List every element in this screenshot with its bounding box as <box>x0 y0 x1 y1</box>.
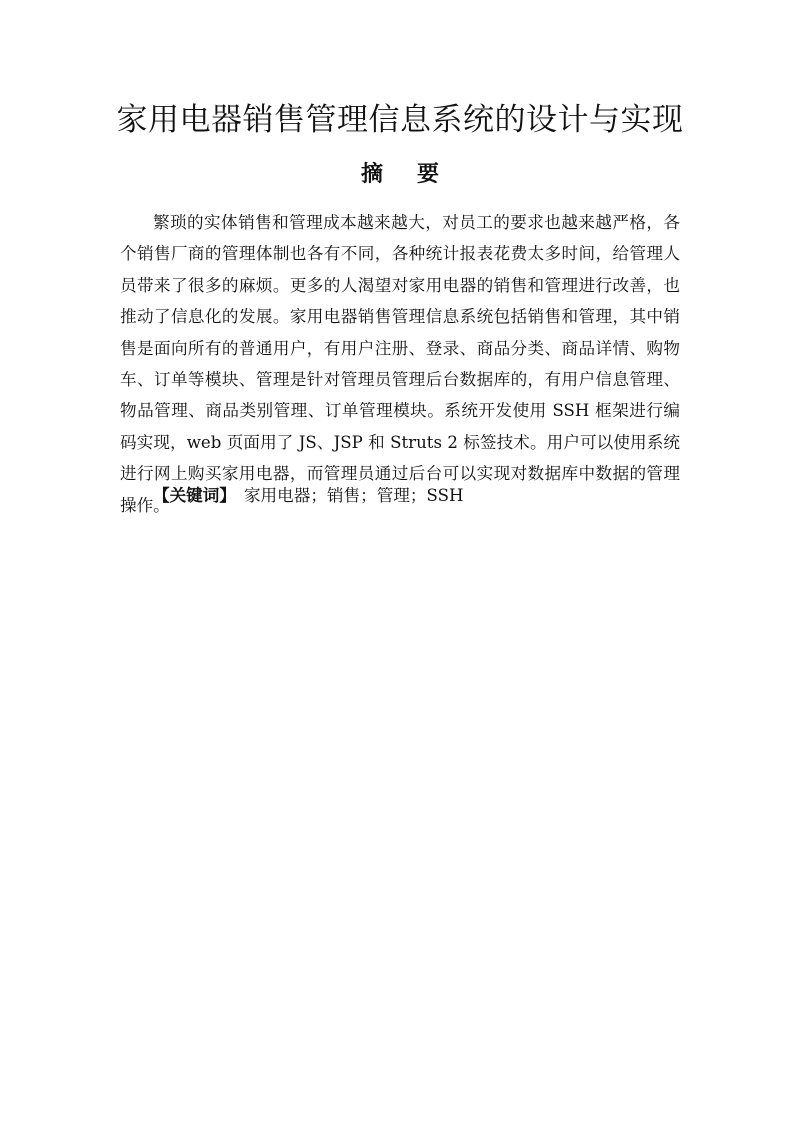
keywords-line <box>153 480 673 511</box>
keywords-text: 家用电器；销售；管理；SSH <box>243 486 464 505</box>
abstract-paragraph: 繁琐的实体销售和管理成本越来越大，对员工的要求也越来越严格，各个销售厂商的管理体制也各有不同，各种统计报表花费太多时间，给管理人员带来了很多的麻烦。更多的人渴望对家用电器的销售和管理进行改善，也推动了信息化的发展。家用电器销售管理信息系统包括销售和管理，其中销售是面向所有的普通用户，有用户注册、登录、商品分类、商品详情、购物车、订单等模块、管理是针对管理员管理后台数据库的，有用户信息管理、物品管理、商品类别管理、订单管理模块。系统开发使用 SSH 框架进行编码实现，web 页面用了 JS、JSP 和 Struts 2 标签技术。用户可以使用系统进行网上购买家用电器，而管理员通过后台可以实现对数据库中数据的管理操作。 <box>120 213 680 515</box>
abstract-heading: 摘要 <box>360 162 473 187</box>
paper-title: 家用电器销售管理信息系统的设计与实现 <box>116 102 684 138</box>
keywords-label: 【关键词】 <box>153 486 236 505</box>
